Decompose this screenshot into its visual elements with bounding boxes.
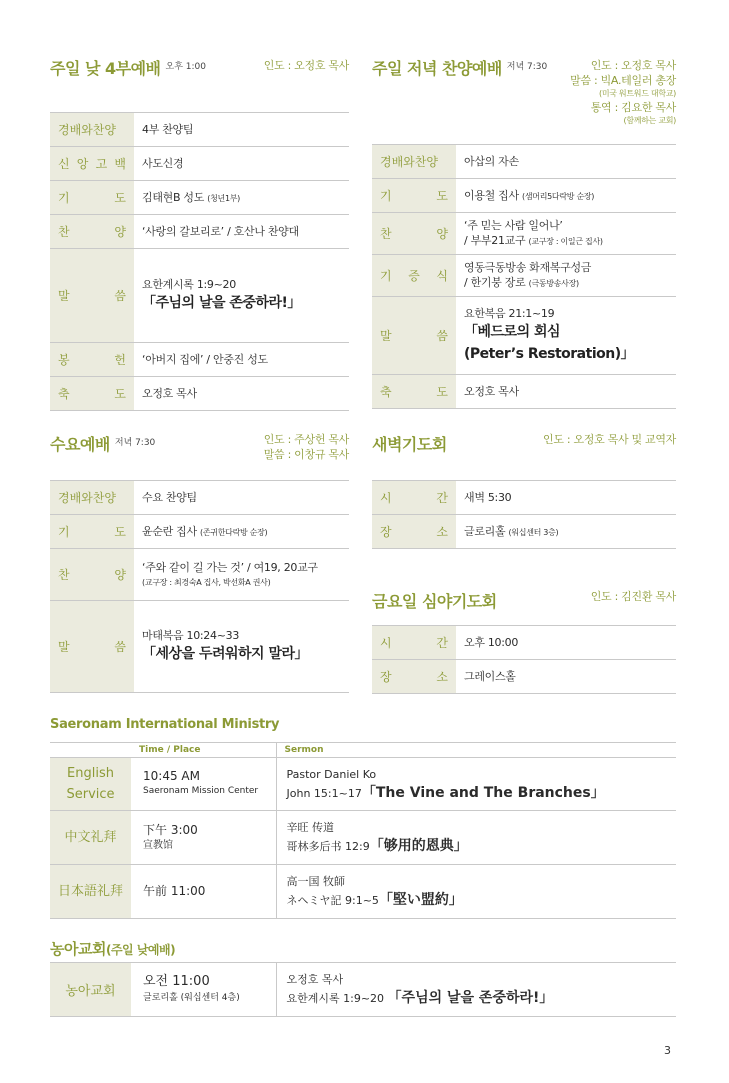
row-value: 글로리홀 (워십센터 3층)	[456, 515, 676, 549]
table-row	[50, 377, 349, 411]
friday-section	[372, 589, 676, 694]
row-value: 영동극동방송 화재복구성금 / 한기붕 장로 (극동방송사장)	[456, 255, 676, 297]
table-row	[50, 147, 349, 181]
international-title: Saeronam International Ministry	[50, 717, 280, 732]
row-label: 농아교회	[50, 963, 131, 1017]
table-row	[50, 758, 676, 811]
dawn-title: 새벽기도회	[372, 435, 447, 454]
sunday4-title: 주일 낮 4부예배 $^{오후 1:00}$	[50, 59, 206, 78]
table-row	[372, 179, 676, 213]
row-value: 새벽 5:30	[456, 481, 676, 515]
header-time-place: Time / Place	[131, 743, 276, 758]
table-header-row	[50, 743, 676, 758]
row-value: 이용철 집사 (샘머리5다락방 순장)	[456, 179, 676, 213]
row-value: 요한계시록 1:9~20 「주님의 날을 존중하라!」	[134, 249, 349, 343]
international-table	[50, 742, 676, 919]
row-label: 日本語礼拜	[50, 865, 131, 919]
table-row	[372, 660, 676, 694]
table-row	[372, 255, 676, 297]
row-value: 요한복음 21:1~19 「베드로의 회심 (Peter’s Restoration)」	[456, 297, 676, 375]
row-value: 윤순란 집사 (존귀한다락방 순장)	[134, 515, 349, 549]
nonga-table	[50, 962, 676, 1017]
sermon-title: 「The Vine and The Branches」	[361, 784, 605, 801]
row-value: ‘사랑의 갈보리로’ / 호산나 찬양대	[134, 215, 349, 249]
sunday-evening-title: 주일 저녁 찬양예배 $^{저녁 7:30}$	[372, 59, 548, 78]
row-sermon: 辛旺 传道 哥林多后书 12:9「够用的恩典」	[276, 811, 676, 865]
sunday-evening-section	[372, 56, 676, 409]
row-label: 신 앙 고 백	[50, 147, 134, 181]
table-row	[50, 215, 349, 249]
row-value: 사도신경	[134, 147, 349, 181]
row-sermon: 高一国 牧師 ネヘミヤ記 9:1~5「堅い盟約」	[276, 865, 676, 919]
row-value: ‘아버지 집에’ / 안중진 성도	[134, 343, 349, 377]
friday-header	[372, 589, 676, 625]
row-label: 경배와찬양	[372, 145, 456, 179]
row-label: 시 간	[372, 626, 456, 660]
header-blank	[50, 743, 131, 758]
dawn-header	[372, 432, 676, 480]
table-row	[372, 481, 676, 515]
row-label: 봉 헌	[50, 343, 134, 377]
row-time-place: 下午 3:00 宣教馆	[131, 811, 276, 865]
row-time-place: 오전 11:00 글로리홀 (워십센터 4층)	[131, 963, 276, 1017]
row-value: 수요 찬양팀	[134, 481, 349, 515]
wednesday-section	[50, 432, 349, 693]
row-label: 찬 양	[50, 549, 134, 601]
row-label: 장 소	[372, 515, 456, 549]
sunday-evening-header	[372, 56, 676, 144]
sunday4-section	[50, 56, 349, 411]
sunday-evening-time: 저녁 7:30	[506, 62, 548, 72]
row-label: English Service	[50, 758, 131, 811]
row-value: ‘주와 같이 길 가는 것’ / 여19, 20교구 (교구장 : 최경숙A 집사, 박선화A 권사)	[134, 549, 349, 601]
table-row	[50, 549, 349, 601]
row-label: 말 씀	[50, 249, 134, 343]
row-label: 경배와찬양	[50, 481, 134, 515]
row-label: 장 소	[372, 660, 456, 694]
sunday4-header	[50, 56, 349, 112]
table-row	[372, 145, 676, 179]
wednesday-title: 수요예배 $^{저녁 7:30}$	[50, 435, 156, 454]
row-label: 기 증 식	[372, 255, 456, 297]
table-row	[372, 375, 676, 409]
sunday4-leader: 인도 : 오정호 목사	[263, 59, 349, 72]
table-row	[50, 865, 676, 919]
header-sermon: Sermon	[276, 743, 676, 758]
sunday-evening-table	[372, 144, 676, 409]
sermon-title: 「够用的恩典」	[369, 838, 468, 854]
table-row	[50, 601, 349, 693]
friday-table	[372, 625, 676, 694]
row-value: 김태현B 성도 (청년1부)	[134, 181, 349, 215]
row-label: 기 도	[50, 515, 134, 549]
table-row	[50, 811, 676, 865]
row-value: 오후 10:00	[456, 626, 676, 660]
row-value: 오정호 목사	[134, 377, 349, 411]
row-label: 찬 양	[372, 213, 456, 255]
sermon-title: 「베드로의 회심	[464, 324, 561, 340]
row-value: 마태복음 10:24~33 「세상을 두려워하지 말라」	[134, 601, 349, 693]
row-label: 中文礼拜	[50, 811, 131, 865]
row-time-place: 10:45 AM Saeronam Mission Center	[131, 758, 276, 811]
page-number: 3	[664, 1044, 671, 1057]
table-row	[50, 963, 676, 1017]
table-row	[50, 181, 349, 215]
sunday-evening-credits: 인도 : 오정호 목사 말씀 : 빅A.테일러 총장 (미국 워트워드 대학교) 통역 : 김요한 목사 (함께하는 교회)	[570, 59, 676, 125]
row-label: 기 도	[372, 179, 456, 213]
dawn-leader: 인도 : 오정호 목사 및 교역자	[543, 433, 676, 446]
table-row	[372, 213, 676, 255]
row-label: 경배와찬양	[50, 113, 134, 147]
sunday4-time: 오후 1:00	[165, 62, 206, 72]
row-value: 그레이스홀	[456, 660, 676, 694]
row-label: 축 도	[50, 377, 134, 411]
wednesday-table	[50, 480, 349, 693]
row-label: 축 도	[372, 375, 456, 409]
row-label: 찬 양	[50, 215, 134, 249]
friday-title: 금요일 심야기도회	[372, 592, 497, 611]
table-row	[372, 297, 676, 375]
row-label: 기 도	[50, 181, 134, 215]
table-row	[50, 343, 349, 377]
row-label: 말 씀	[372, 297, 456, 375]
row-value: 4부 찬양팀	[134, 113, 349, 147]
row-sermon: 오정호 목사 요한계시록 1:9~20 「주님의 날을 존중하라!」	[276, 963, 676, 1017]
friday-leader: 인도 : 김진환 목사	[590, 590, 676, 603]
sermon-title: 「세상을 두려워하지 말라」	[142, 646, 308, 662]
row-value: ‘주 믿는 사람 일어나’ / 부부21교구 (교구장 : 이일근 집사)	[456, 213, 676, 255]
row-label: 말 씀	[50, 601, 134, 693]
table-row	[372, 515, 676, 549]
wednesday-credits: 인도 : 주상헌 목사 말씀 : 이창규 목사	[263, 433, 349, 461]
nonga-title: 농아교회(주일 낮예배)	[50, 940, 176, 958]
wednesday-time: 저녁 7:30	[114, 438, 156, 448]
row-time-place: 午前 11:00	[131, 865, 276, 919]
dawn-table	[372, 480, 676, 549]
table-row	[50, 249, 349, 343]
table-row	[50, 515, 349, 549]
wednesday-header	[50, 432, 349, 480]
sermon-title: 「주님의 날을 존중하라!」	[387, 990, 554, 1006]
sunday4-table	[50, 112, 349, 411]
table-row	[50, 481, 349, 515]
sermon-title: 「堅い盟約」	[378, 892, 463, 908]
row-sermon: Pastor Daniel Ko John 15:1~17「The Vine and The Branches」	[276, 758, 676, 811]
sermon-title-en: (Peter’s Restoration)」	[464, 346, 635, 362]
table-row	[372, 626, 676, 660]
row-value: 아삽의 자손	[456, 145, 676, 179]
row-label: 시 간	[372, 481, 456, 515]
dawn-section	[372, 432, 676, 549]
table-row	[50, 113, 349, 147]
row-value: 오정호 목사	[456, 375, 676, 409]
sermon-title: 「주님의 날을 존중하라!」	[142, 295, 301, 311]
